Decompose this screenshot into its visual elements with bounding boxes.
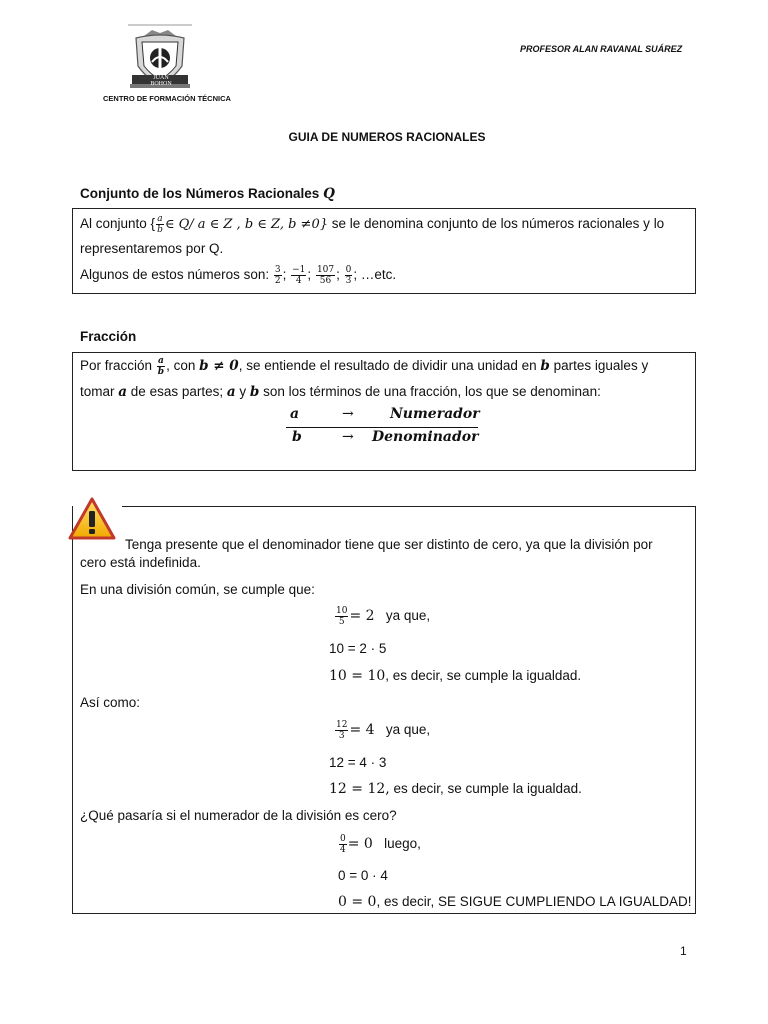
rationals-examples: Algunos de estos números son: $\frac{3}{2}$ ; $\frac{-1}{4}$ ; $\frac{107}{56}$ ; $\frac{0}{3}$ ; …etc. — [80, 265, 397, 286]
term-b: b — [292, 429, 302, 445]
term-a: a — [290, 406, 300, 422]
example3-product: 0 = 0 · 4 — [338, 868, 388, 883]
example2-equality: 12 = 12, es decir, se cumple la igualdad. — [329, 781, 582, 797]
rationals-line1: Al conjunto { $\frac{a}{b}$ ∈ Q/ a ∈ Z , b ∈ Z, b ≠0} se le denomina conjunto de los números racionales y lo — [80, 214, 665, 235]
warning-text-line2: cero está indefinida. — [80, 555, 201, 570]
example3-equality: 0 = 0, es decir, SE SIGUE CUMPLIENDO LA IGUALDAD! — [338, 894, 692, 910]
example2-fraction: $\frac{12}{3}$ = 4 ya que, — [336, 720, 431, 741]
fraction-line2: tomar a de esas partes; a y b son los términos de una fracción, los que se denominan: — [80, 384, 601, 400]
also-intro: Así como: — [80, 695, 141, 710]
example1-product: 10 = 2 · 5 — [329, 641, 387, 656]
division-intro: En una división común, se cumple que: — [80, 582, 315, 597]
notice-top-border — [122, 506, 696, 507]
logo-banner: JUAN BOHON — [150, 75, 172, 87]
example1-equality: 10 = 10, es decir, se cumple la igualdad. — [329, 668, 582, 684]
author-name: PROFESOR ALAN RAVANAL SUÁREZ — [520, 44, 683, 54]
example2-product: 12 = 4 · 3 — [329, 755, 387, 770]
fraction-line1: Por fracción $\frac{a}{b}$ , con b ≠ 0, se entiende el resultado de dividir una unidad en b partes iguales y — [80, 356, 649, 377]
page-title: GUIA DE NUMEROS RACIONALES — [288, 130, 486, 144]
section-heading-fraction: Fracción — [80, 329, 137, 344]
institution-name: CENTRO DE FORMACIÓN TÉCNICA — [103, 94, 231, 103]
fraction-bar — [286, 427, 478, 428]
warning-icon — [67, 496, 117, 542]
section-heading-rationals: Conjunto de los Números Racionales Q — [80, 186, 335, 202]
page-number: 1 — [680, 944, 687, 958]
arrow-denominator: → — [342, 429, 354, 445]
example3-fraction: $\frac{0}{4}$ = 0 luego, — [340, 834, 421, 855]
arrow-numerator: → — [342, 406, 354, 422]
warning-text-line1: Tenga presente que el denominador tiene que ser distinto de cero, ya que la división por — [125, 537, 653, 552]
denominator-label: Denominador — [372, 429, 479, 445]
zero-question: ¿Qué pasaría si el numerador de la división es cero? — [80, 808, 397, 823]
rationals-line2: representaremos por Q. — [80, 241, 224, 256]
example1-fraction: $\frac{10}{5}$ = 2 ya que, — [336, 606, 431, 627]
numerator-label: Numerador — [390, 406, 480, 422]
